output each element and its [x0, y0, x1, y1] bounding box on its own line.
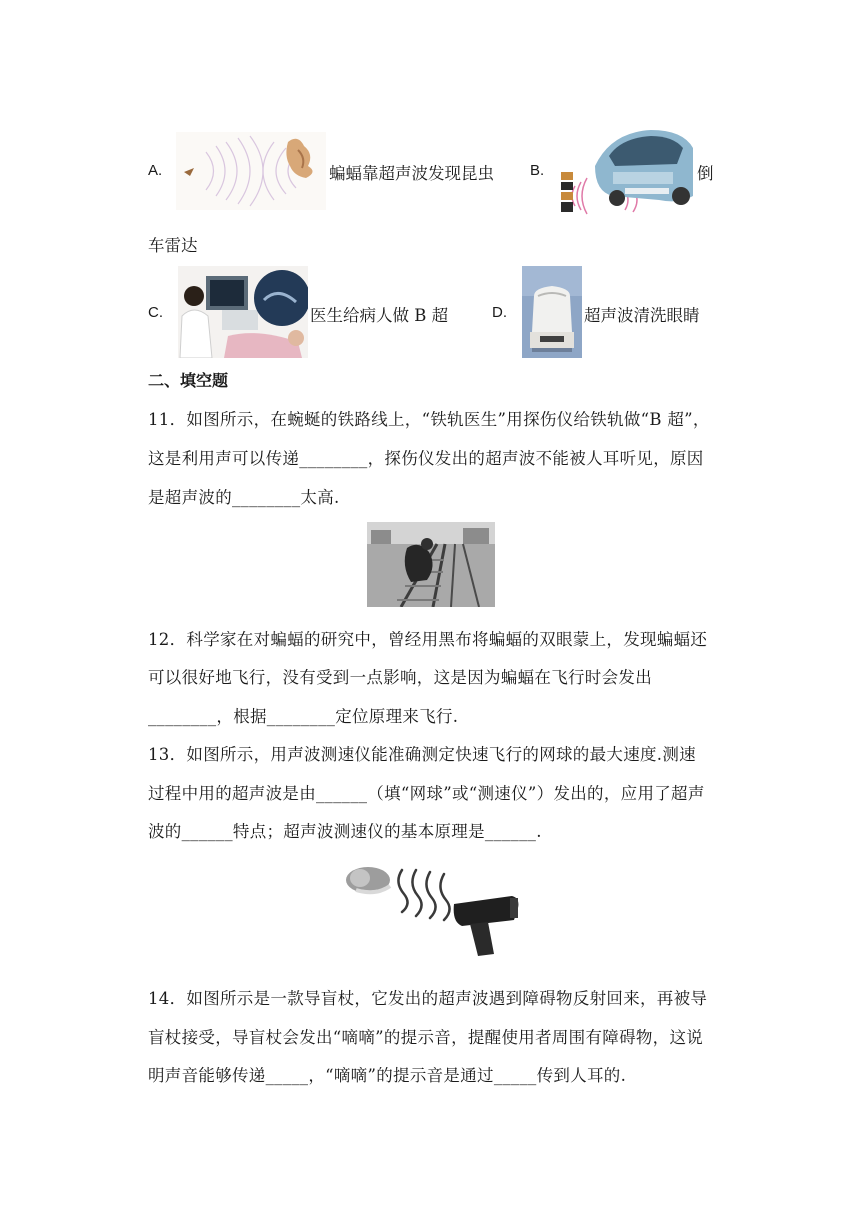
q13-line-2: 过程中用的超声波是由______（填“网球”或“测速仪”）发出的，应用了超声 [148, 784, 705, 803]
option-b-text-continued: 车雷达 [148, 236, 198, 255]
q11-line-3: 是超声波的________太高. [148, 488, 340, 507]
q11-line-1: 11．如图所示，在蜿蜒的铁路线上，“铁轨医生”用探伤仪给铁轨做“B 超”， [148, 410, 710, 429]
q14-line-1: 14．如图所示是一款导盲杖，它发出的超声波遇到障碍物反射回来，再被导 [148, 989, 708, 1008]
q14-line-2: 盲杖接受，导盲杖会发出“嘀嘀”的提示音，提醒使用者周围有障碍物，这说 [148, 1028, 704, 1047]
ultrasonic-cleaner-image [522, 266, 582, 358]
q11-line-2: 这是利用声可以传递________，探伤仪发出的超声波不能被人耳听见，原因 [148, 449, 704, 468]
option-c-text: 医生给病人做 B 超 [310, 306, 449, 325]
rail-inspection-image [367, 522, 495, 607]
q13-line-1: 13．如图所示，用声波测速仪能准确测定快速飞行的网球的最大速度.测速 [148, 745, 696, 764]
option-a-letter: A. [148, 162, 163, 179]
car-reverse-radar-image [555, 126, 695, 216]
option-d-text: 超声波清洗眼睛 [584, 306, 700, 325]
ultrasound-exam-image [178, 266, 308, 358]
option-c-letter: C. [148, 304, 163, 321]
bat-sonar-image [176, 132, 326, 210]
q12-line-2: 可以很好地飞行，没有受到一点影响，这是因为蝙蝠在飞行时会发出 [148, 668, 652, 687]
q12-line-3: ________，根据________定位原理来飞行. [148, 707, 459, 726]
option-b-letter: B. [530, 162, 545, 179]
q13-line-3: 波的______特点；超声波测速仪的基本原理是______. [148, 822, 542, 841]
q14-line-3: 明声音能够传递_____，“嘀嘀”的提示音是通过_____传到人耳的. [148, 1066, 627, 1085]
option-d-letter: D. [492, 304, 507, 321]
section-heading: 二、填空题 [148, 371, 229, 390]
option-b-text: 倒 [697, 164, 714, 183]
q12-line-1: 12．科学家在对蝙蝠的研究中，曾经用黑布将蝙蝠的双眼蒙上，发现蝙蝠还 [148, 630, 708, 649]
tennis-speed-gun-image [342, 860, 522, 960]
option-a-text: 蝙蝠靠超声波发现昆虫 [329, 164, 494, 183]
